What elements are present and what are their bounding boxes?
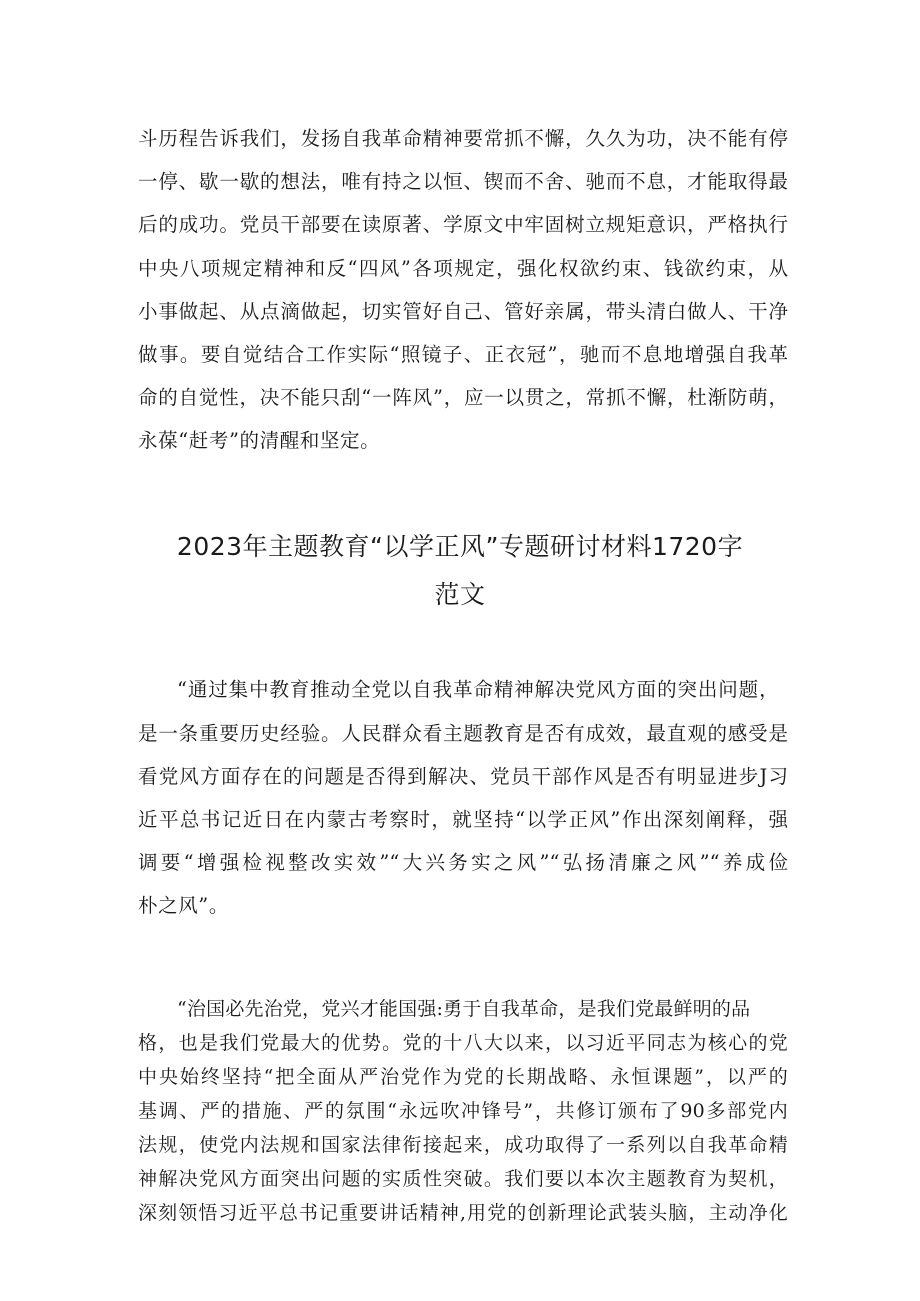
paragraph-line: “通过集中教育推动全党以自我革命精神解决党风方面的突出问题， [177,678,780,701]
paragraph-line: 近平总书记近日在内蒙古考察时，就坚持“以学正风”作出深刻阐释，强 [138,808,788,831]
title-line: 2023年主题教育“以学正风”专题研讨材料1720字 [176,532,744,561]
paragraph-line: 格，也是我们党最大的优势。党的十八大以来，以习近平同志为核心的党 [138,1032,788,1054]
paragraph-line: 是一条重要历史经验。人民群众看主题教育是否有成效，最直观的感受是 [138,722,788,745]
paragraph-line: 中央始终坚持“把全面从严治党作为党的长期战略、永恒课题”，以严的 [138,1066,788,1088]
paragraph-line: 永葆“赶考”的清醒和坚定。 [138,429,381,452]
paragraph-line: 朴之风”。 [138,894,229,917]
paragraph-line: 后的成功。党员干部要在读原著、学原文中牢固树立规矩意识，严格执行 [138,213,788,236]
paragraph-line: 做事。要自觉结合工作实际“照镜子、正衣冠”，驰而不息地增强自我革 [138,343,788,366]
paragraph-line: 斗历程告诉我们，发扬自我革命精神要常抓不懈，久久为功，决不能有停 [138,127,788,150]
paragraph-line: 法规，使党内法规和国家法律衔接起来，成功取得了一系列以自我革命精 [138,1134,788,1156]
paragraph-line: 一停、歇一歇的想法，唯有持之以恒、锲而不舍、驰而不息，才能取得最 [138,170,788,193]
paragraph-line: 调要“增强检视整改实效”“大兴务实之风”“弘扬清廉之风”“养成俭 [138,851,788,874]
paragraph-line: 中央八项规定精神和反“四风”各项规定，强化权欲约束、钱欲约束，从 [138,257,788,280]
paragraph-line: 基调、严的措施、严的氛围“永远吹冲锋号”，共修订颁布了90多部党内 [138,1100,788,1122]
paragraph-line: 命的自觉性，决不能只刮“一阵风”，应一以贯之，常抓不懈，杜渐防萌， [138,386,788,409]
paragraph-line: 小事做起、从点滴做起，切实管好自己、管好亲属，带头清白做人、干净 [138,300,788,323]
paragraph-line: 深刻领悟习近平总书记重要讲话精神,用党的创新理论武装头脑，主动净化 [138,1202,788,1224]
title-line: 范文 [434,580,486,609]
paragraph-line: “治国必先治党，党兴才能国强:勇于自我革命，是我们党最鲜明的品 [177,998,751,1020]
paragraph-line: 神解决党风方面突出问题的实质性突破。我们要以本次主题教育为契机， [138,1168,788,1190]
paragraph-line: 看党风方面存在的问题是否得到解决、党员干部作风是否有明显进步J习 [138,765,788,788]
